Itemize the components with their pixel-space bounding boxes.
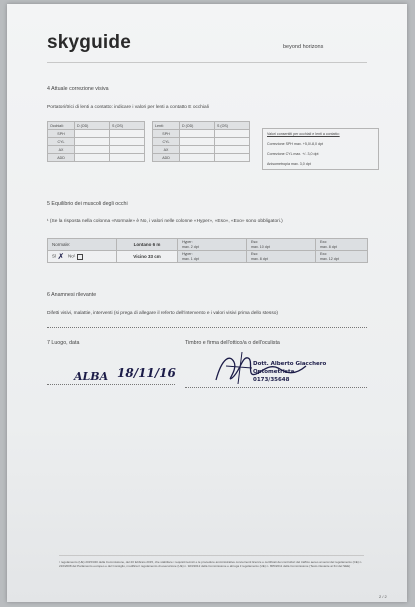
glasses-row-label: ADD (48, 154, 75, 162)
lenses-os-cyl[interactable] (215, 138, 250, 146)
handwritten-date: 18/11/16 (117, 366, 176, 380)
lenses-header-label: Lenti: (153, 122, 180, 130)
hyper-near-label: Hyper: (182, 252, 193, 257)
allowed-value-item: Anisometropia max. 3,0 dpt (267, 162, 311, 166)
lenses-od-ax[interactable] (180, 146, 215, 154)
glasses-header-os: S (OS) (110, 122, 145, 130)
allowed-value-item: Correzione CYL max. +/- 3,0 dpt (267, 152, 319, 156)
handwritten-place: ALBA (74, 370, 109, 383)
lenses-row-label: CYL (153, 138, 180, 146)
page-number: 2 / 2 (379, 594, 387, 599)
brand-tagline: beyond horizons (283, 44, 324, 50)
glasses-od-cyl[interactable] (75, 138, 110, 146)
distance-far: Lontano 6 m (133, 242, 161, 247)
glasses-table (47, 121, 145, 162)
glasses-os-sph[interactable] (110, 130, 145, 138)
footer-divider (59, 555, 364, 556)
lenses-row-label: SPH (153, 130, 180, 138)
eye-muscle-table (47, 238, 368, 263)
eso-near-label: Eso: (251, 252, 259, 257)
distance-near: Vicino 33 cm (133, 254, 161, 259)
section-5-note: ¹ (Se la risposta nella colonna «Normale» è No, i valori nelle colonne «Hyper», «Eso», «Exo» sono obbligatori.) (47, 219, 283, 224)
section-5-title: 5 Equilibrio dei muscoli degli occhi (47, 201, 128, 207)
lenses-od-cyl[interactable] (180, 138, 215, 146)
eso-near-max: max. 8 dpt (251, 256, 268, 261)
lenses-od-add[interactable] (180, 154, 215, 162)
normal-label: Normale: (48, 239, 117, 251)
signature-label: Timbro e firma dell'ottico/a o dell'oculista (185, 340, 280, 346)
stamp-line: Dott. Alberto Giacchero (253, 361, 327, 367)
contact-lenses-table (152, 121, 250, 162)
hyper-far-label: Hyper: (182, 240, 193, 245)
glasses-od-ax[interactable] (75, 146, 110, 154)
section-4-subtitle: Portatori/trici di lenti a contatto: indicare i valori per lenti a contatto E occhiali (47, 105, 209, 110)
optometrist-stamp (253, 360, 326, 384)
anamnesis-field[interactable] (47, 327, 367, 328)
glasses-row-label: AX (48, 146, 75, 154)
section-4-title: 4 Attuale correzione visiva (47, 86, 109, 92)
glasses-os-ax[interactable] (110, 146, 145, 154)
lenses-row-label: AX (153, 146, 180, 154)
eso-far-max: max. 10 dpt (251, 244, 270, 249)
yes-checkbox-checked[interactable]: ✗ (57, 252, 65, 261)
stamp-line: 0173/35648 (253, 377, 290, 383)
lenses-od-sph[interactable] (180, 130, 215, 138)
lenses-header-od: D (OD) (180, 122, 215, 130)
brand-logo: skyguide (47, 32, 131, 53)
lenses-row-label: ADD (153, 154, 180, 162)
divider (47, 62, 367, 63)
no-label: No¹ (68, 253, 76, 259)
exo-near-label: Exo: (320, 252, 328, 257)
allowed-values-title: Valori consentiti per occhiali e lenti a contatto: (267, 132, 340, 136)
glasses-os-add[interactable] (110, 154, 145, 162)
glasses-header-label: Occhiali: (48, 122, 75, 130)
yes-no-cell (48, 251, 117, 263)
footer-legal-text: ¹ regolamento (UE) 2015/340 della Commissione, del 20 febbraio 2015, che stabilisce i requisiti tecnici e le procedure amministrative concernenti licenze e certificati dei controllori del traffico aereo ai sensi del regolamento (CE) n. 216/2008 del Parlamento europeo e del Consiglio, modifica il regolamento di esecuzione (UE) n. 923/2012 della Commissione e abroga il regolamento (UE) n. 805/2011 della Commissione (Testo rilevante ai fini del SEE) (59, 560, 363, 569)
exo-far-max: max. 8 dpt (320, 244, 337, 249)
glasses-os-cyl[interactable] (110, 138, 145, 146)
allowed-values-box (262, 128, 379, 170)
exo-far-label: Exo: (320, 240, 328, 245)
stamp-line: Optometrista (253, 369, 295, 375)
hyper-near-max: max. 1 dpt (182, 256, 199, 261)
document-page (7, 4, 407, 602)
glasses-header-od: D (OD) (75, 122, 110, 130)
glasses-row-label: SPH (48, 130, 75, 138)
glasses-row-label: CYL (48, 138, 75, 146)
allowed-value-item: Correzione SPH max. +5,0/-8,0 dpt (267, 142, 324, 146)
place-date-field[interactable] (47, 384, 175, 385)
section-6-title: 6 Anamnesi rilevante (47, 292, 97, 298)
hyper-far-max: max. 2 dpt (182, 244, 199, 249)
glasses-od-add[interactable] (75, 154, 110, 162)
lenses-os-sph[interactable] (215, 130, 250, 138)
eso-far-label: Eso: (251, 240, 259, 245)
exo-near-max: max. 12 dpt (320, 256, 339, 261)
yes-label: Sì (52, 253, 57, 259)
lenses-os-ax[interactable] (215, 146, 250, 154)
signature-field[interactable] (185, 387, 367, 388)
no-checkbox[interactable] (77, 254, 83, 260)
glasses-od-sph[interactable] (75, 130, 110, 138)
lenses-os-add[interactable] (215, 154, 250, 162)
section-6-text: Difetti visivi, malattie, interventi (si prega di allegare il referto dell'intervento e i valori visivi prima dello stesso) (47, 311, 278, 316)
lenses-header-os: S (OS) (215, 122, 250, 130)
section-7-title: 7 Luogo, data (47, 340, 80, 346)
